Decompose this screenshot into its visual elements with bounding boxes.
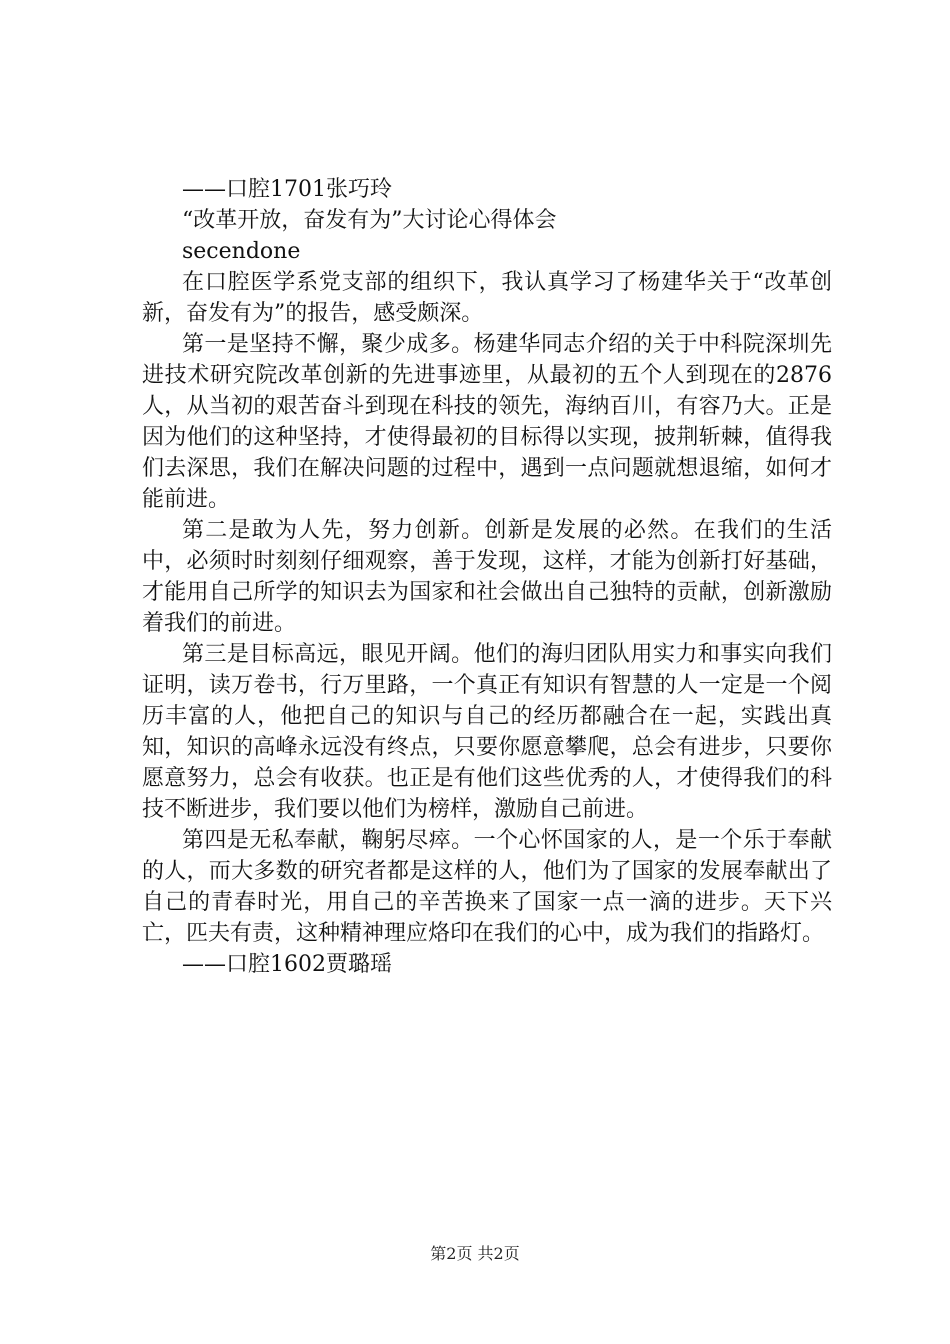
author-signature: ——口腔1602贾璐瑶 <box>182 952 392 977</box>
paragraph-intro: 在口腔医学系党支部的组织下，我认真学习了杨建华关于“改革创新，奋发有为”的报告，感受颇深。 <box>142 270 832 326</box>
article-subtitle: secendone <box>182 239 301 264</box>
paragraph-fourth-point: 第四是无私奉献，鞠躬尽瘁。一个心怀国家的人，是一个乐于奉献的人，而大多数的研究者都是这样的人，他们为了国家的发展奉献出了自己的青春时光，用自己的辛苦换来了国家一点一滴的进步。天下兴亡，匹夫有责，这种精神理应烙印在我们的心中，成为我们的指路灯。 <box>142 828 832 946</box>
previous-signature: ——口腔1701张巧玲 <box>182 177 392 202</box>
paragraph-second-point: 第二是敢为人先，努力创新。创新是发展的必然。在我们的生活中，必须时时刻刻仔细观察，善于发现，这样，才能为创新打好基础，才能用自己所学的知识去为国家和社会做出自己独特的贡献，创新激励着我们的前进。 <box>142 518 832 636</box>
paragraph-third-point: 第三是目标高远，眼见开阔。他们的海归团队用实力和事实向我们证明，读万卷书，行万里路，一个真正有知识有智慧的人一定是一个阅历丰富的人，他把自己的知识与自己的经历都融合在一起，实践出真知，知识的高峰永远没有终点，只要你愿意攀爬，总会有进步，只要你愿意努力，总会有收获。也正是有他们这些优秀的人，才使得我们的科技不断进步，我们要以他们为榜样，激励自己前进。 <box>142 642 832 822</box>
document-body <box>142 174 832 980</box>
page-number-footer: 第2页 共2页 <box>430 1244 520 1263</box>
article-title: “改革开放，奋发有为”大讨论心得体会 <box>182 208 557 233</box>
paragraph-first-point: 第一是坚持不懈，聚少成多。杨建华同志介绍的关于中科院深圳先进技术研究院改革创新的先进事迹里，从最初的五个人到现在的2876人，从当初的艰苦奋斗到现在科技的领先，海纳百川，有容乃大。正是因为他们的这种坚持，才使得最初的目标得以实现，披荆斩棘，值得我们去深思，我们在解决问题的过程中，遇到一点问题就想退缩，如何才能前进。 <box>142 332 832 512</box>
